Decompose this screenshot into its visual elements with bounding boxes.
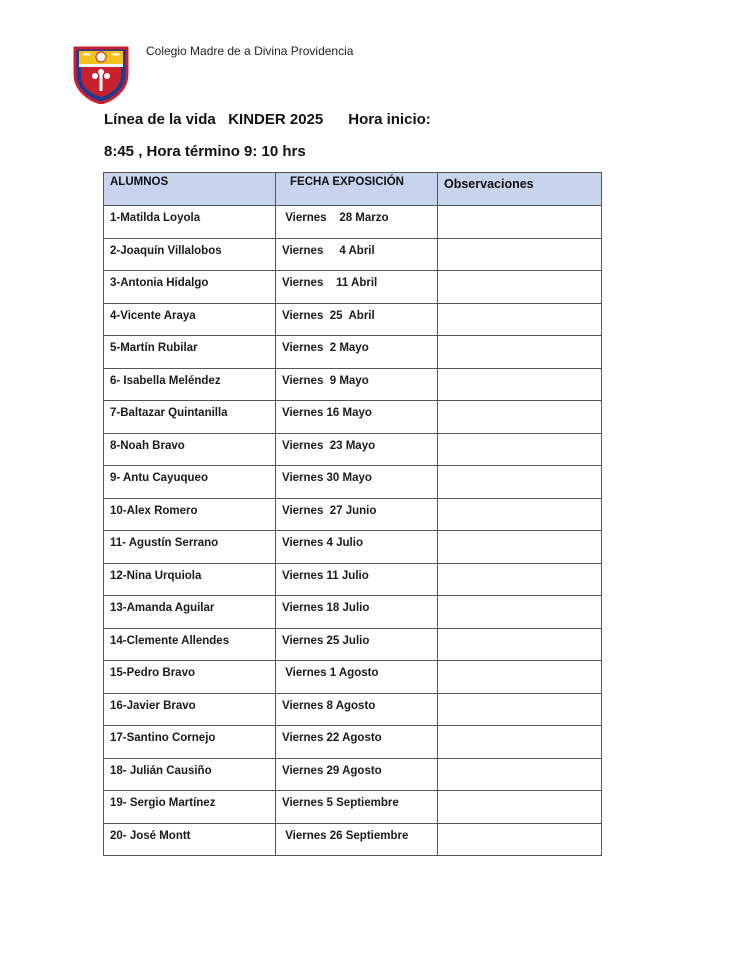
observations-cell[interactable] [438, 433, 602, 466]
table-row [104, 303, 602, 336]
table-row [104, 271, 602, 304]
table-row [104, 401, 602, 434]
observations-cell[interactable] [438, 791, 602, 824]
exposition-date-cell: Viernes 27 Junio [276, 498, 438, 531]
observations-cell[interactable] [438, 661, 602, 694]
observations-cell[interactable] [438, 466, 602, 499]
student-name-cell: 1-Matilda Loyola [104, 206, 276, 239]
observations-cell[interactable] [438, 693, 602, 726]
observations-cell[interactable] [438, 206, 602, 239]
student-name-cell: 19- Sergio Martínez [104, 791, 276, 824]
student-name-cell: 7-Baltazar Quintanilla [104, 401, 276, 434]
column-header-fecha: FECHA EXPOSICIÓN [276, 173, 438, 206]
table-row [104, 661, 602, 694]
student-name-cell: 12-Nina Urquiola [104, 563, 276, 596]
observations-cell[interactable] [438, 563, 602, 596]
exposition-date-cell: Viernes 1 Agosto [276, 661, 438, 694]
exposition-date-cell: Viernes 25 Julio [276, 628, 438, 661]
student-name-cell: 15-Pedro Bravo [104, 661, 276, 694]
observations-cell[interactable] [438, 336, 602, 369]
table-row [104, 693, 602, 726]
column-header-observaciones: Observaciones [438, 173, 602, 206]
table-row [104, 433, 602, 466]
student-name-cell: 4-Vicente Araya [104, 303, 276, 336]
observations-cell[interactable] [438, 498, 602, 531]
table-row [104, 726, 602, 759]
exposition-date-cell: Viernes 8 Agosto [276, 693, 438, 726]
observations-cell[interactable] [438, 401, 602, 434]
exposition-date-cell: Viernes 2 Mayo [276, 336, 438, 369]
exposition-date-cell: Viernes 16 Mayo [276, 401, 438, 434]
table-row [104, 498, 602, 531]
student-name-cell: 17-Santino Cornejo [104, 726, 276, 759]
student-name-cell: 5-Martín Rubilar [104, 336, 276, 369]
exposition-date-cell: Viernes 11 Julio [276, 563, 438, 596]
table-row [104, 531, 602, 564]
exposition-date-cell: Viernes 18 Julio [276, 596, 438, 629]
observations-cell[interactable] [438, 368, 602, 401]
observations-cell[interactable] [438, 303, 602, 336]
exposition-date-cell: Viernes 23 Mayo [276, 433, 438, 466]
table-row [104, 466, 602, 499]
exposition-date-cell: Viernes 4 Abril [276, 238, 438, 271]
schedule-table [103, 172, 602, 856]
table-row [104, 596, 602, 629]
school-name: Colegio Madre de a Divina Providencia [146, 44, 354, 58]
exposition-date-cell: Viernes 29 Agosto [276, 758, 438, 791]
exposition-date-cell: Viernes 28 Marzo [276, 206, 438, 239]
table-row [104, 628, 602, 661]
column-header-alumnos: ALUMNOS [104, 173, 276, 206]
student-name-cell: 11- Agustín Serrano [104, 531, 276, 564]
exposition-date-cell: Viernes 11 Abril [276, 271, 438, 304]
student-name-cell: 10-Alex Romero [104, 498, 276, 531]
observations-cell[interactable] [438, 596, 602, 629]
table-row [104, 238, 602, 271]
exposition-date-cell: Viernes 4 Julio [276, 531, 438, 564]
table-row [104, 758, 602, 791]
exposition-date-cell: Viernes 5 Septiembre [276, 791, 438, 824]
table-row [104, 336, 602, 369]
student-name-cell: 9- Antu Cayuqueo [104, 466, 276, 499]
school-crest-icon [69, 40, 133, 104]
student-name-cell: 6- Isabella Meléndez [104, 368, 276, 401]
student-name-cell: 14-Clemente Allendes [104, 628, 276, 661]
observations-cell[interactable] [438, 726, 602, 759]
table-header-row [104, 173, 602, 206]
observations-cell[interactable] [438, 271, 602, 304]
document-title: Línea de la vida KINDER 2025 Hora inicio: [104, 111, 431, 128]
observations-cell[interactable] [438, 628, 602, 661]
table-row [104, 791, 602, 824]
student-name-cell: 8-Noah Bravo [104, 433, 276, 466]
student-name-cell: 20- José Montt [104, 823, 276, 856]
student-name-cell: 18- Julián Causiño [104, 758, 276, 791]
schedule-time: 8:45 , Hora término 9: 10 hrs [104, 143, 306, 160]
exposition-date-cell: Viernes 9 Mayo [276, 368, 438, 401]
observations-cell[interactable] [438, 238, 602, 271]
student-name-cell: 2-Joaquín Villalobos [104, 238, 276, 271]
student-name-cell: 13-Amanda Aguilar [104, 596, 276, 629]
exposition-date-cell: Viernes 22 Agosto [276, 726, 438, 759]
observations-cell[interactable] [438, 758, 602, 791]
exposition-date-cell: Viernes 25 Abril [276, 303, 438, 336]
table-row [104, 206, 602, 239]
student-name-cell: 3-Antonia Hidalgo [104, 271, 276, 304]
exposition-date-cell: Viernes 30 Mayo [276, 466, 438, 499]
table-row [104, 563, 602, 596]
student-name-cell: 16-Javier Bravo [104, 693, 276, 726]
table-row [104, 368, 602, 401]
exposition-date-cell: Viernes 26 Septiembre [276, 823, 438, 856]
observations-cell[interactable] [438, 531, 602, 564]
observations-cell[interactable] [438, 823, 602, 856]
table-row [104, 823, 602, 856]
